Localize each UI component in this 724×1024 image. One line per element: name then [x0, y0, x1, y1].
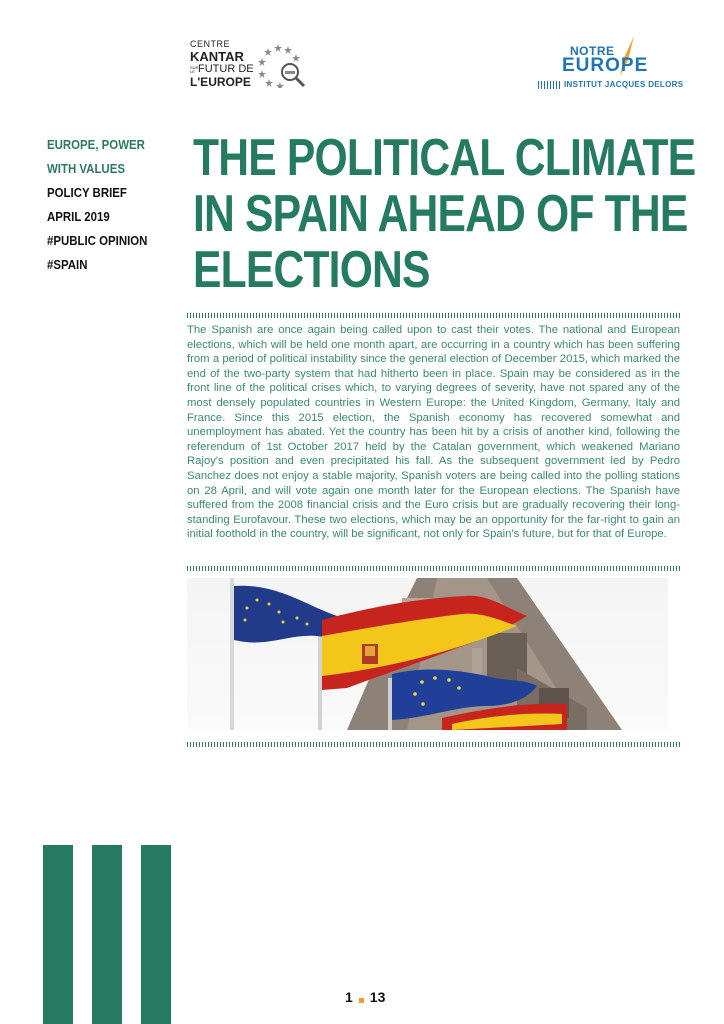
document-metadata [47, 133, 177, 277]
notre-europe-line3: INSTITUT JACQUES DELORS [564, 80, 684, 89]
kantar-logo-line3: FUTUR DE [198, 63, 254, 75]
intro-paragraph: The Spanish are once again being called upon to cast their votes. The national and European elections, which will be held one month apart, are occurring in a country which has been suffering from a period of political instability since the general election of December 2015, which marked the end of the two-party system that had hitherto been in place. Spain may be considered as in the front line of the political crises which, to varying degrees of severity, have not spared any of the most densely populated countries in Western Europe: the United Kingdom, Germany, Italy and France. Since this 2015 election, the Spanish economy has recovered somewhat and unemployment has abated. Yet the country has been hit by a crisis of another kind, following the referendum of 1st October 2017 held by the Catalan government, which weakened Mariano Rajoy's position and even precipitated his fall. As the subsequent government led by Pedro Sanchez does not enjoy a stable majority, Spanish voters are being called into the polling stations on 28 April, and will vote again one month later for the European elections. The Spanish have suffered from the 2008 financial crisis and the Euro crisis but are gradually recovering their long-standing Eurofavour. These two elections, which may be an opportunity for the far-right to gain an initial foothold in the country, will be significant, not only for Spain's future, but for that of Europe. [187, 324, 680, 541]
kantar-logo-text [190, 40, 254, 88]
title-line1: THE POLITICAL CLIMATE [193, 129, 696, 187]
eu-stars-magnifier-icon [256, 42, 312, 88]
decorative-bar [43, 845, 73, 1024]
publication-date: APRIL 2019 [47, 209, 110, 224]
dotted-divider [187, 566, 680, 571]
eu-and-spanish-flags-photo [187, 578, 668, 730]
notre-europe-logo [520, 36, 710, 96]
title-line3: ELECTIONS [193, 241, 430, 299]
notre-europe-line2: EUROPE [562, 55, 649, 76]
page-current: 1 [345, 989, 353, 1005]
kantar-logo-line1: CENTRE [190, 39, 231, 49]
title-line2: IN SPAIN AHEAD OF THE [193, 185, 688, 243]
page-number [345, 989, 385, 1005]
tag-spain: #SPAIN [47, 257, 88, 272]
page-total: 13 [369, 989, 386, 1005]
notre-europe-line1: NOTRE [570, 44, 615, 58]
page-separator-dot [359, 998, 364, 1003]
tag-public-opinion: #PUBLIC OPINION [47, 233, 148, 248]
dotted-divider [187, 313, 680, 318]
dotted-divider [187, 742, 680, 747]
kantar-logo-line2: KANTAR [190, 49, 244, 64]
decorative-bar [141, 845, 171, 1024]
series-line1: EUROPE, POWER [47, 137, 145, 152]
kantar-logo-small: SUR LE [190, 64, 199, 74]
bars-decoration-icon [538, 81, 562, 89]
document-type: POLICY BRIEF [47, 185, 127, 200]
series-line2: WITH VALUES [47, 161, 125, 176]
kantar-logo [190, 40, 320, 90]
decorative-bar [92, 845, 122, 1024]
kantar-logo-line4: L'EUROPE [190, 75, 251, 89]
page-title [193, 129, 696, 299]
